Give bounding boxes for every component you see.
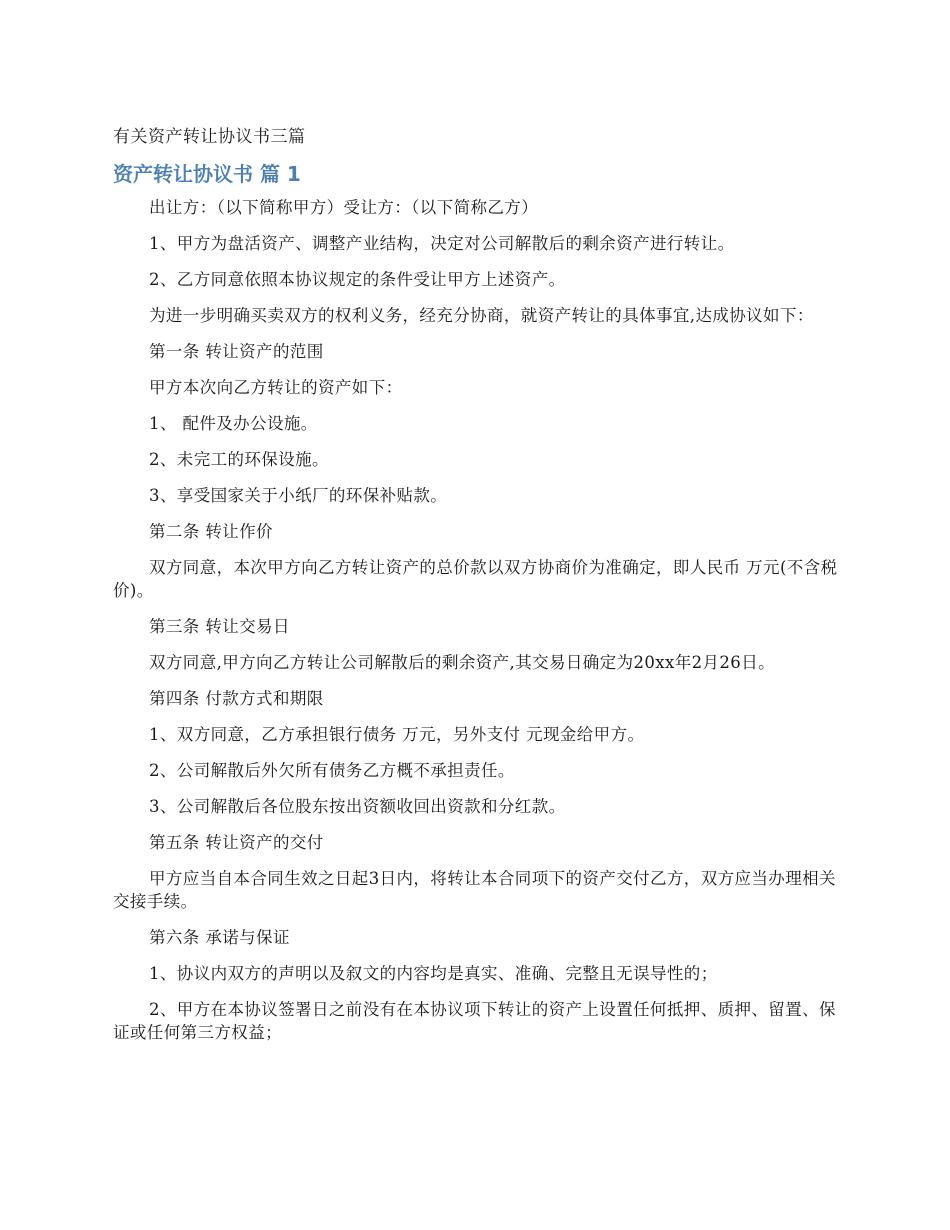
- article-6-item-2: 2、甲方在本协议签署日之前没有在本协议项下转让的资产上设置任何抵押、质押、留置、保证或任何第三方权益；: [113, 1000, 836, 1042]
- article-4-item-2: 2、公司解散后外欠所有债务乙方概不承担责任。: [149, 761, 515, 780]
- article-6-item-1: 1、协议内双方的声明以及叙文的内容均是真实、准确、完整且无误导性的；: [149, 964, 718, 983]
- article-1-item-3: 3、享受国家关于小纸厂的环保补贴款。: [149, 486, 448, 505]
- preamble-item-2: 2、乙方同意依照本协议规定的条件受让甲方上述资产。: [149, 270, 566, 289]
- preamble-statement: 为进一步明确买卖双方的权利义务，经充分协商，就资产转让的具体事宜,达成协议如下：: [149, 306, 814, 325]
- article-1-heading: 第一条 转让资产的范围: [149, 342, 324, 361]
- article-3-heading: 第三条 转让交易日: [149, 617, 290, 636]
- article-5-body: 甲方应当自本合同生效之日起3日内，将转让本合同项下的资产交付乙方，双方应当办理相关交接手续。: [113, 869, 836, 911]
- article-6-heading: 第六条 承诺与保证: [149, 928, 290, 947]
- article-3-body: 双方同意,甲方向乙方转让公司解散后的剩余资产,其交易日确定为20xx年2月26日。: [149, 653, 775, 672]
- parties-paragraph: 出让方：（以下简称甲方）受让方：（以下简称乙方）: [149, 198, 539, 217]
- document-title: 有关资产转让协议书三篇: [113, 127, 306, 147]
- article-1-intro: 甲方本次向乙方转让的资产如下：: [149, 378, 403, 397]
- preamble-item-1: 1、甲方为盘活资产、调整产业结构，决定对公司解散后的剩余资产进行转让。: [149, 234, 735, 253]
- article-5-heading: 第五条 转让资产的交付: [149, 833, 324, 852]
- article-2-body: 双方同意，本次甲方向乙方转让资产的总价款以双方协商价为准确定，即人民币 万元(不含税价)。: [113, 558, 838, 600]
- article-1-item-2: 2、未完工的环保设施。: [149, 450, 329, 469]
- document-page: [113, 124, 839, 1057]
- article-4-item-1: 1、双方同意，乙方承担银行债务 万元，另外支付 元现金给甲方。: [149, 725, 645, 744]
- article-1-item-1: 1、 配件及办公设施。: [149, 414, 318, 433]
- article-4-item-3: 3、公司解散后各位股东按出资额收回出资款和分红款。: [149, 797, 566, 816]
- article-4-heading: 第四条 付款方式和期限: [149, 689, 324, 708]
- article-2-heading: 第二条 转让作价: [149, 522, 273, 541]
- section-heading: 资产转让协议书 篇 1: [113, 162, 301, 186]
